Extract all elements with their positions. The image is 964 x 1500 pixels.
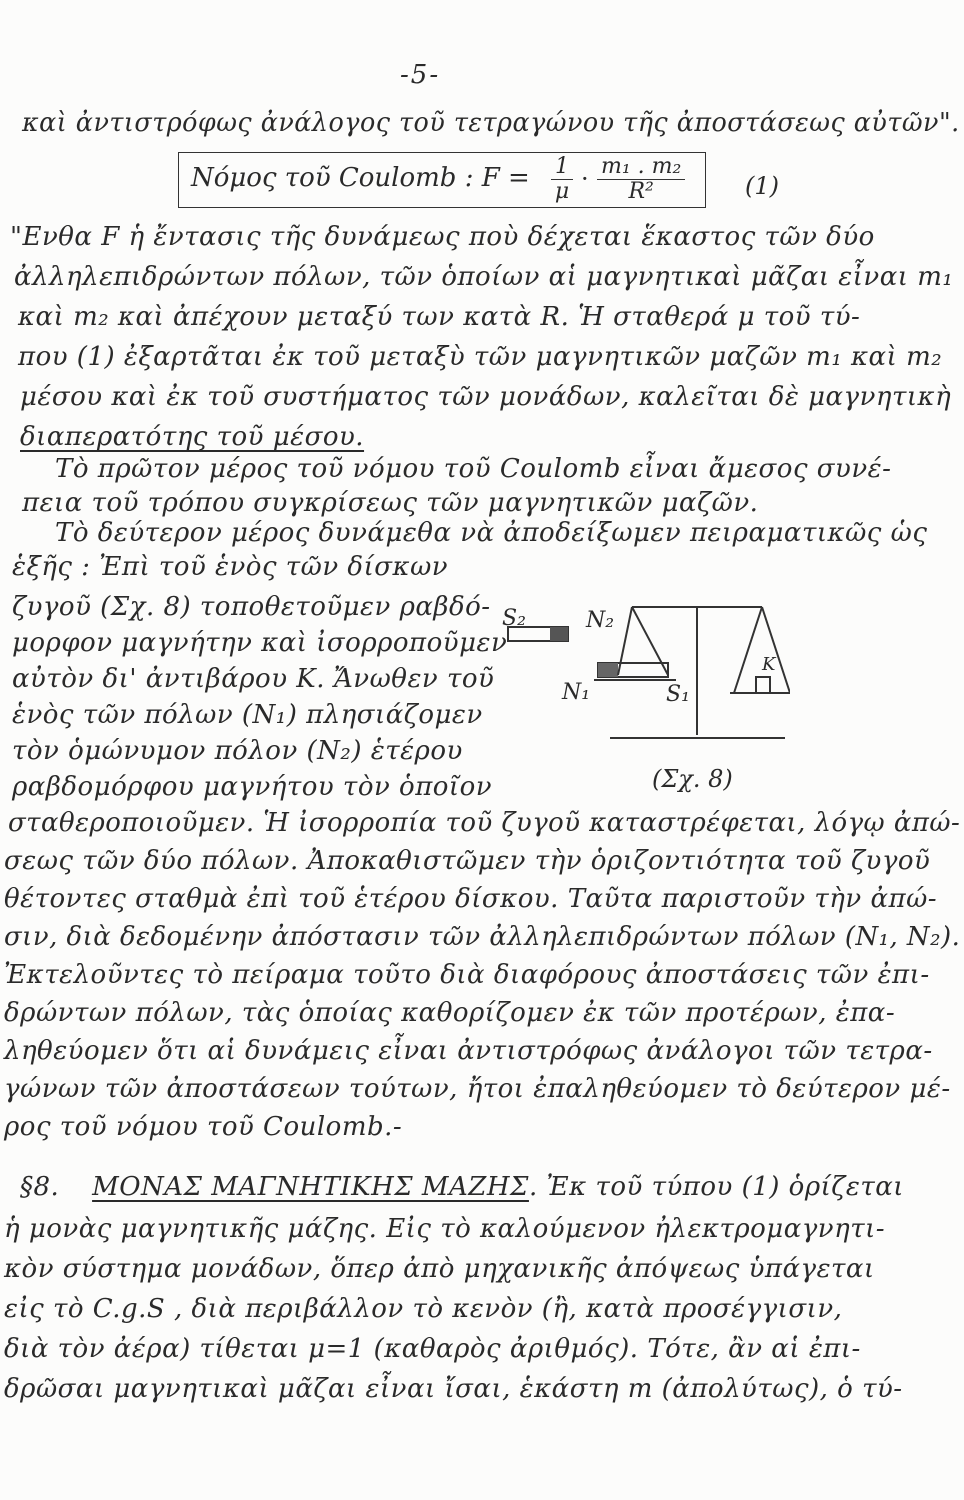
text-line: Τὸ δεύτερον μέρος δυνάμεθα νὰ ἀποδείξωμεν πειραματικῶς ὡς [55, 518, 928, 548]
text-line: Ἐκτελοῦντες τὸ πείραμα τοῦτο διὰ διαφόρους ἀποστάσεις τῶν ἐπι- [4, 960, 930, 990]
text-line: μέσου καὶ ἐκ τοῦ συστήματος τῶν μονάδων, καλεῖται δὲ μαγνητικὴ [20, 382, 952, 412]
text-line: ραβδομόρφου μαγνήτου τὸν ὁποῖον [12, 772, 493, 802]
text-line: δρῶσαι μαγνητικαὶ μᾶζαι εἶναι ἴσαι, ἑκάστη m (ἀπολύτως), ὁ τύ- [4, 1374, 903, 1404]
text-line: ἡ μονὰς μαγνητικῆς μάζης. Εἰς τὸ καλούμενον ἠλεκτρομαγνητι- [4, 1214, 886, 1244]
fraction-numerator: 1 [551, 155, 573, 180]
page-number: -5- [400, 60, 441, 90]
formula-lead: Νόμος τοῦ Coulomb : F = [191, 163, 530, 193]
section-number: §8. [20, 1172, 60, 1202]
fraction-denominator: R² [628, 179, 654, 204]
text-line: ληθεύομεν ὅτι αἱ δυνάμεις εἶναι ἀντιστρόφως ἀνάλογοι τῶν τετρα- [4, 1036, 933, 1066]
fraction-one-over-mu [551, 155, 573, 204]
coulomb-law-formula-box [178, 152, 706, 208]
text-line: μορφον μαγνήτην καὶ ἰσορροποῦμεν [12, 628, 508, 658]
text-line: γώνων τῶν ἀποστάσεων τούτων, ἤτοι ἐπαληθεύομεν τὸ δεύτερον μέ- [4, 1074, 951, 1104]
section-heading-lead: . Ἐκ τοῦ τύπου (1) ὁρίζεται [528, 1172, 904, 1202]
balance-magnet-figure [490, 585, 790, 760]
text-line: τὸν ὁμώνυμον πόλον (N₂) ἑτέρου [12, 736, 463, 766]
text-line: κὸν σύστημα μονάδων, ὅπερ ἀπὸ μηχανικῆς ἀπόψεως ὑπάγεται [4, 1254, 875, 1284]
text-line: ζυγοῦ (Σχ. 8) τοποθετοῦμεν ραβδό- [12, 592, 491, 622]
text-line: πεια τοῦ τρόπου συγκρίσεως τῶν μαγνητικῶν μαζῶν. [22, 488, 759, 518]
section-heading: ΜΟΝΑΣ ΜΑΓΝΗΤΙΚΗΣ ΜΑΖΗΣ [92, 1172, 529, 1202]
lower-magnet-pole-n1 [598, 663, 618, 677]
label-s1: S₁ [666, 682, 690, 707]
text-line: "Ενθα F ἡ ἔντασις τῆς δυνάμεως ποὺ δέχεται ἕκαστος τῶν δύο [10, 222, 875, 252]
text-line: θέτοντες σταθμὰ ἐπὶ τοῦ ἑτέρου δίσκου. Ταῦτα παριστοῦν τὴν ἀπώ- [4, 884, 938, 914]
text-line: δρώντων πόλων, τὰς ὁποίας καθορίζομεν ἐκ τῶν προτέρων, ἐπα- [4, 998, 896, 1028]
section-heading-line [20, 1172, 904, 1202]
text-line: καὶ ἀντιστρόφως ἀνάλογος τοῦ τετραγώνου τῆς ἀποστάσεως αὐτῶν". [22, 108, 960, 138]
text-line: σταθεροποιοῦμεν. Ἡ ἰσορροπία τοῦ ζυγοῦ καταστρέφεται, λόγῳ ἀπώ- [8, 808, 961, 838]
text-line: καὶ m₂ καὶ ἀπέχουν μεταξύ των κατὰ R. Ἡ σταθερά μ τοῦ τύ- [18, 302, 861, 332]
label-n2: N₂ [586, 608, 615, 633]
text-line: ρος τοῦ νόμου τοῦ Coulomb.- [4, 1112, 403, 1142]
fraction-masses-over-r [597, 155, 685, 204]
figure-caption: (Σχ. 8) [652, 765, 733, 793]
text-line: διαπερατότης τοῦ μέσου. [20, 422, 365, 452]
label-k: K [762, 654, 776, 675]
text-line: ἀλληλεπιδρώντων πόλων, τῶν ὁποίων αἱ μαγνητικαὶ μᾶζαι εἶναι m₁ [14, 262, 954, 292]
multiplication-dot: · [581, 165, 589, 193]
text-line: διὰ τὸν ἀέρα) τίθεται μ=1 (καθαρὸς ἀριθμός). Τότε, ἂν αἱ ἐπι- [4, 1334, 861, 1364]
fraction-numerator: m₁ . m₂ [597, 155, 685, 180]
text-line: σιν, διὰ δεδομένην ἀπόστασιν τῶν ἀλληλεπιδρώντων πόλων (N₁, N₂). [4, 922, 961, 952]
fraction-denominator: μ [554, 179, 570, 204]
label-n1: N₁ [562, 680, 591, 705]
upper-magnet-pole-n2 [550, 627, 568, 641]
text-line: αὐτὸν δι' ἀντιβάρου Κ. Ἄνωθεν τοῦ [12, 664, 495, 694]
text-line: ἑξῆς : Ἐπὶ τοῦ ἑνὸς τῶν δίσκων [12, 552, 449, 582]
text-line: εἰς τὸ C.g.S , διὰ περιβάλλον τὸ κενὸν (ἢ, κατὰ προσέγγισιν, [4, 1294, 843, 1324]
text-line: ἑνὸς τῶν πόλων (N₁) πλησιάζομεν [12, 700, 483, 730]
label-s2: S₂ [502, 606, 526, 631]
text-line: σεως τῶν δύο πόλων. Ἀποκαθιστῶμεν τὴν ὁριζοντιότητα τοῦ ζυγοῦ [4, 846, 931, 876]
text-line: που (1) ἐξαρτᾶται ἐκ τοῦ μεταξὺ τῶν μαγνητικῶν μαζῶν m₁ καὶ m₂ [18, 342, 943, 372]
counterweight-k [756, 677, 770, 693]
equation-reference: (1) [745, 172, 779, 200]
text-line: Τὸ πρῶτον μέρος τοῦ νόμου τοῦ Coulomb εἶναι ἄμεσος συνέ- [55, 454, 892, 484]
